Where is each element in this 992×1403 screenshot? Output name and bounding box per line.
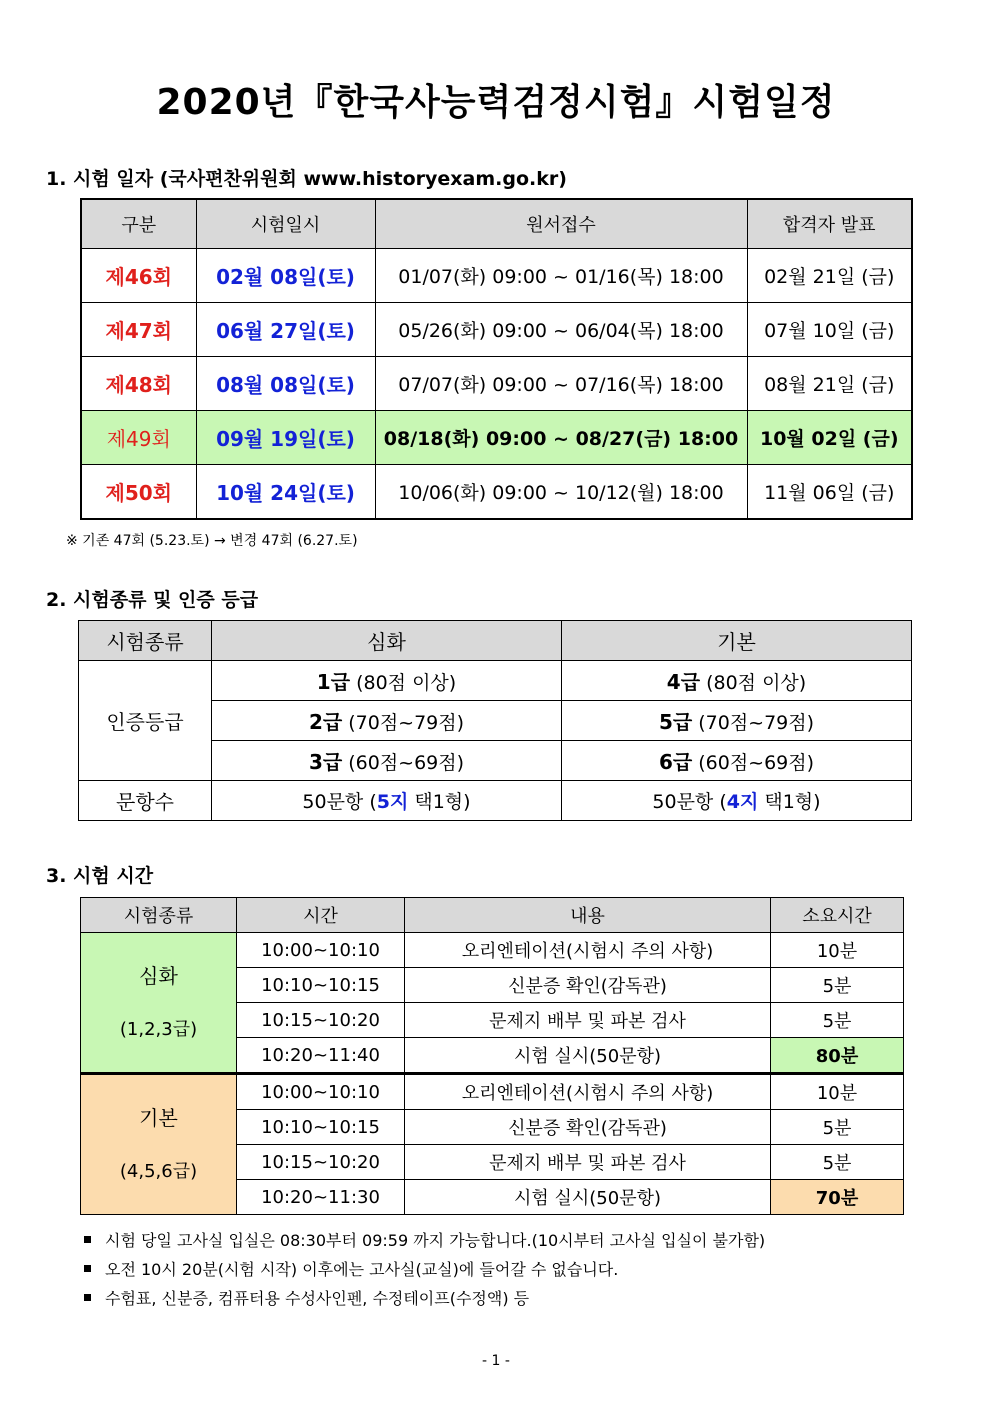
square-bullet-icon: [84, 1294, 91, 1301]
basic-grade-cell: [562, 741, 912, 781]
header-cell: 시험종류: [81, 898, 237, 933]
table-header-row: [81, 199, 912, 249]
section3-heading: 3. 시험 시간: [46, 865, 154, 887]
header-cell: 내용: [405, 898, 771, 933]
apply-period-cell: 07/07(화) 09:00 ~ 07/16(목) 18:00: [375, 357, 747, 411]
round-cell: 제48회: [81, 357, 196, 411]
exam-date-cell: 10월 24일(토): [196, 465, 375, 520]
content-cell: 오리엔테이션(시험시 주의 사항): [405, 933, 771, 968]
time-cell: 10:00~10:10: [237, 1074, 405, 1110]
grade-range: (60점~69점): [692, 752, 815, 774]
header-cell: 합격자 발표: [747, 199, 912, 249]
apply-period-cell: 10/06(화) 09:00 ~ 10/12(월) 18:00: [375, 465, 747, 520]
content-cell: 신분증 확인(감독관): [405, 1110, 771, 1145]
table-row: [81, 465, 912, 520]
grade-range: (70점~79점): [342, 712, 465, 734]
grade-name: 4급: [666, 670, 701, 694]
exam-date-cell: 09월 19일(토): [196, 411, 375, 465]
adv-grade-cell: [212, 661, 562, 701]
choice-count: 5지: [376, 791, 409, 813]
basic-grade-cell: [562, 701, 912, 741]
count-text: 50문항 (: [302, 791, 377, 813]
duration-cell: 5분: [771, 968, 904, 1003]
table-row: [81, 357, 912, 411]
header-cell: 원서접수: [375, 199, 747, 249]
section2-heading: 2. 시험종류 및 인증 등급: [46, 589, 259, 611]
content-cell: 문제지 배부 및 파본 검사: [405, 1003, 771, 1038]
announce-cell: 02월 21일 (금): [747, 249, 912, 303]
question-count-label: 문항수: [79, 781, 212, 821]
header-cell: 시간: [237, 898, 405, 933]
time-cell: 10:15~10:20: [237, 1145, 405, 1180]
duration-cell: 5분: [771, 1110, 904, 1145]
header-cell: 시험일시: [196, 199, 375, 249]
apply-period-cell: 01/07(화) 09:00 ~ 01/16(목) 18:00: [375, 249, 747, 303]
grade-range: (80점 이상): [700, 672, 807, 694]
table-row: [81, 249, 912, 303]
grade-name: 5급: [658, 710, 693, 734]
grade-name: 2급: [308, 710, 343, 734]
page-number: - 1 -: [482, 1353, 510, 1369]
grade-name: 3급: [308, 750, 343, 774]
adv-grade-cell: [212, 701, 562, 741]
announce-cell: 07월 10일 (금): [747, 303, 912, 357]
basic-count-cell: [562, 781, 912, 821]
count-text: 택1형): [758, 791, 821, 813]
count-text: 50문항 (: [652, 791, 727, 813]
content-cell: 문제지 배부 및 파본 검사: [405, 1145, 771, 1180]
group-name: 기본: [139, 1106, 178, 1131]
table-header-row: [79, 621, 912, 661]
schedule-change-note: ※ 기존 47회 (5.23.토) → 변경 47회 (6.27.토): [66, 533, 358, 549]
list-item: [84, 1284, 765, 1313]
exam-schedule-table: [80, 198, 913, 520]
time-cell: 10:00~10:10: [237, 933, 405, 968]
table-row: [81, 933, 904, 968]
highlighted-table-row: [81, 411, 912, 465]
grade-range: (70점~79점): [692, 712, 815, 734]
notice-text: 수험표, 신분증, 컴퓨터용 수성사인펜, 수정테이프(수정액) 등: [105, 1289, 530, 1308]
round-cell: 제47회: [81, 303, 196, 357]
duration-cell: 5분: [771, 1003, 904, 1038]
list-item: [84, 1226, 765, 1255]
announce-cell: 11월 06일 (금): [747, 465, 912, 520]
exam-date-cell: 06월 27일(토): [196, 303, 375, 357]
grade-name: 1급: [316, 670, 351, 694]
header-cell: 시험종류: [79, 621, 212, 661]
header-cell: 소요시간: [771, 898, 904, 933]
announce-cell: 08월 21일 (금): [747, 357, 912, 411]
content-cell: 시험 실시(50문항): [405, 1180, 771, 1215]
count-text: 택1형): [408, 791, 471, 813]
time-cell: 10:15~10:20: [237, 1003, 405, 1038]
grade-range: (60점~69점): [342, 752, 465, 774]
table-header-row: [81, 898, 904, 933]
exam-type-basic: [81, 1074, 237, 1215]
header-cell: 구분: [81, 199, 196, 249]
basic-grade-cell: [562, 661, 912, 701]
choice-count: 4지: [726, 791, 759, 813]
adv-grade-cell: [212, 741, 562, 781]
apply-period-cell: 08/18(화) 09:00 ~ 08/27(금) 18:00: [375, 411, 747, 465]
square-bullet-icon: [84, 1236, 91, 1243]
round-cell: 제50회: [81, 465, 196, 520]
exam-type-advanced: [81, 933, 237, 1074]
exam-date-cell: 02월 08일(토): [196, 249, 375, 303]
page-title: 2020년『한국사능력검정시험』시험일정: [156, 82, 836, 123]
content-cell: 시험 실시(50문항): [405, 1038, 771, 1074]
group-grades: (4,5,6급): [119, 1161, 198, 1183]
time-cell: 10:10~10:15: [237, 968, 405, 1003]
table-row: [79, 781, 912, 821]
duration-cell: 10분: [771, 933, 904, 968]
cert-grade-label: 인증등급: [79, 661, 212, 781]
round-cell: 제46회: [81, 249, 196, 303]
duration-cell: 5분: [771, 1145, 904, 1180]
grade-name: 6급: [658, 750, 693, 774]
duration-cell: 70분: [771, 1180, 904, 1215]
announce-cell: 10월 02일 (금): [747, 411, 912, 465]
time-cell: 10:20~11:30: [237, 1180, 405, 1215]
list-item: [84, 1255, 765, 1284]
round-cell: 제49회: [81, 411, 196, 465]
header-cell: 기본: [562, 621, 912, 661]
square-bullet-icon: [84, 1265, 91, 1272]
section1-heading: 1. 시험 일자 (국사편찬위원회 www.historyexam.go.kr): [46, 168, 567, 190]
exam-date-cell: 08월 08일(토): [196, 357, 375, 411]
duration-cell: 80분: [771, 1038, 904, 1074]
apply-period-cell: 05/26(화) 09:00 ~ 06/04(목) 18:00: [375, 303, 747, 357]
notice-text: 시험 당일 고사실 입실은 08:30부터 09:59 까지 가능합니다.(10시부터 고사실 입실이 불가함): [105, 1231, 766, 1250]
header-cell: 심화: [212, 621, 562, 661]
table-row: [79, 661, 912, 701]
notice-text: 오전 10시 20분(시험 시작) 이후에는 고사실(교실)에 들어갈 수 없습니다.: [105, 1260, 619, 1279]
content-cell: 신분증 확인(감독관): [405, 968, 771, 1003]
content-cell: 오리엔테이션(시험시 주의 사항): [405, 1074, 771, 1110]
adv-count-cell: [212, 781, 562, 821]
table-row: [81, 1074, 904, 1110]
grade-table: [78, 620, 912, 821]
exam-time-table: [80, 897, 904, 1215]
time-cell: 10:10~10:15: [237, 1110, 405, 1145]
grade-range: (80점 이상): [350, 672, 457, 694]
group-grades: (1,2,3급): [119, 1019, 198, 1041]
group-name: 심화: [139, 964, 178, 989]
duration-cell: 10분: [771, 1074, 904, 1110]
table-row: [81, 303, 912, 357]
time-cell: 10:20~11:40: [237, 1038, 405, 1074]
notice-list: [84, 1226, 765, 1313]
